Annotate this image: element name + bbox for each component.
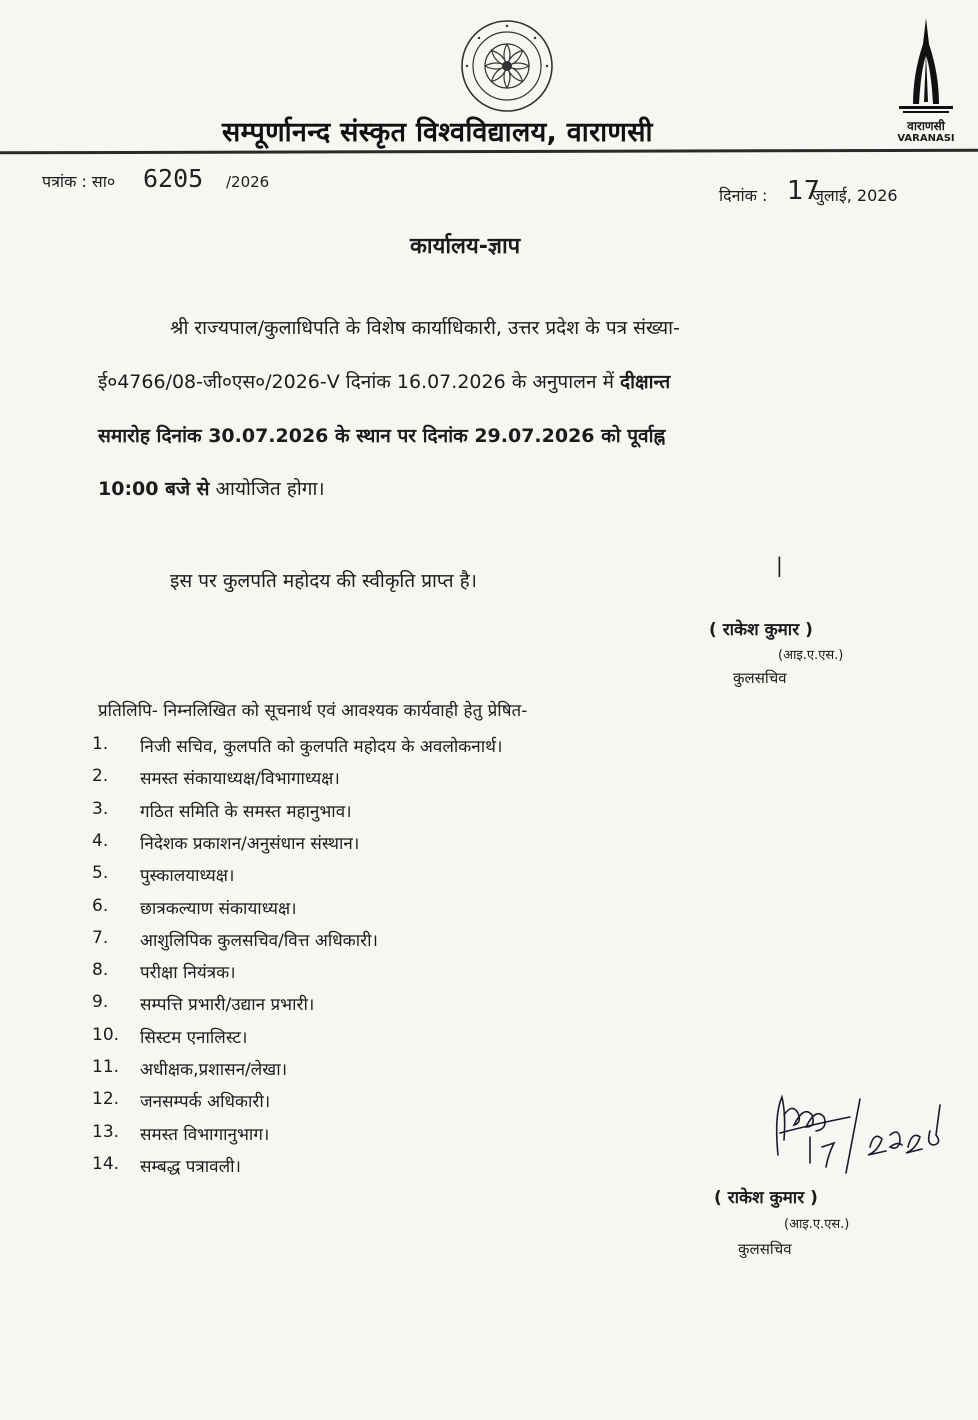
copy-to-item-text: गठित समिति के समस्त महानुभाव। bbox=[140, 802, 352, 822]
body-line-4 bbox=[98, 475, 325, 501]
copy-to-item-text: छात्रकल्याण संकायाध्यक्ष। bbox=[140, 899, 297, 919]
copy-to-item-text: जनसम्पर्क अधिकारी। bbox=[140, 1092, 271, 1112]
header-divider bbox=[0, 149, 978, 155]
copy-to-item-text: निदेशक प्रकाशन/अनुसंधान संस्थान। bbox=[140, 834, 360, 854]
copy-to-item-number: 12. bbox=[92, 1089, 120, 1109]
copy-to-item-text: परीक्षा नियंत्रक। bbox=[140, 963, 236, 983]
body-line-2-bold: दीक्षान्त bbox=[620, 371, 671, 393]
copy-to-item-text: निजी सचिव, कुलपति को कुलपति महोदय के अवलोकनार्थ। bbox=[140, 737, 503, 757]
copy-to-item-number: 14. bbox=[92, 1154, 120, 1174]
copy-to-item-number: 8. bbox=[92, 960, 109, 980]
copy-to-item-number: 10. bbox=[92, 1025, 120, 1045]
date-label: दिनांक : bbox=[719, 186, 768, 205]
city-logo-text-english: VARANASI bbox=[897, 133, 955, 144]
copy-to-item-text: आशुलिपिक कुलसचिव/वित्त अधिकारी। bbox=[140, 931, 378, 951]
university-name: सम्पूर्णानन्द संस्कृत विश्वविद्यालय, वाराणसी bbox=[222, 117, 653, 148]
date-day: 17 bbox=[787, 176, 821, 206]
signatory-top-service: (आइ.ए.एस.) bbox=[778, 648, 844, 663]
copy-to-item-text: सिस्टम एनालिस्ट। bbox=[140, 1028, 248, 1048]
body-line-4-plain: आयोजित होगा। bbox=[215, 478, 325, 500]
copy-to-item-number: 13. bbox=[92, 1122, 120, 1142]
copy-to-item-number: 2. bbox=[92, 766, 109, 786]
signatory-top-name: ( राकेश कुमार ) bbox=[709, 620, 813, 640]
copy-to-item-number: 1. bbox=[92, 734, 109, 754]
copy-to-item-text: समस्त संकायाध्यक्ष/विभागाध्यक्ष। bbox=[140, 769, 340, 789]
date-month-year: जुलाई, 2026 bbox=[812, 186, 898, 205]
copy-to-heading: प्रतिलिपि- निम्नलिखित को सूचनार्थ एवं आवश्यक कार्यवाही हेतु प्रेषित- bbox=[98, 701, 528, 721]
body-line-1: श्री राज्यपाल/कुलाधिपति के विशेष कार्याधिकारी, उत्तर प्रदेश के पत्र संख्या- bbox=[170, 317, 680, 339]
reference-year: /2026 bbox=[226, 173, 270, 191]
copy-to-item-text: सम्पत्ति प्रभारी/उद्यान प्रभारी। bbox=[140, 995, 315, 1015]
signatory-top-designation: कुलसचिव bbox=[733, 669, 787, 687]
signatory-bottom-designation: कुलसचिव bbox=[738, 1240, 792, 1258]
university-seal-icon bbox=[459, 18, 555, 114]
margin-mark: | bbox=[776, 553, 783, 577]
signatory-bottom-service: (आइ.ए.एस.) bbox=[784, 1217, 850, 1232]
copy-to-item-number: 6. bbox=[92, 896, 109, 916]
copy-to-item-text: सम्बद्ध पत्रावली। bbox=[140, 1157, 241, 1177]
body-line-4-bold: 10:00 बजे से bbox=[98, 478, 210, 500]
body-line-3: समारोह दिनांक 30.07.2026 के स्थान पर दिनांक 29.07.2026 को पूर्वाह्न bbox=[98, 425, 666, 447]
body-line-2 bbox=[98, 368, 670, 394]
copy-to-item-number: 4. bbox=[92, 831, 109, 851]
city-logo-text-hindi: वाराणसी bbox=[907, 119, 945, 133]
approval-statement: इस पर कुलपति महोदय की स्वीकृति प्राप्त है। bbox=[170, 570, 477, 592]
copy-to-item-text: पुस्कालयाध्यक्ष। bbox=[140, 866, 235, 886]
copy-to-item-number: 9. bbox=[92, 992, 109, 1012]
reference-number: 6205 bbox=[143, 164, 204, 193]
signatory-bottom-name: ( राकेश कुमार ) bbox=[714, 1188, 818, 1208]
copy-to-item-number: 7. bbox=[92, 928, 109, 948]
copy-to-item-number: 5. bbox=[92, 863, 109, 883]
copy-to-item-text: समस्त विभागानुभाग। bbox=[140, 1125, 270, 1145]
memo-title: कार्यालय-ज्ञाप bbox=[410, 234, 521, 259]
reference-label: पत्रांक : सा० bbox=[42, 172, 116, 191]
copy-to-item-text: अधीक्षक,प्रशासन/लेखा। bbox=[140, 1060, 288, 1080]
copy-to-item-number: 11. bbox=[92, 1057, 120, 1077]
handwritten-signature bbox=[770, 1085, 960, 1175]
copy-to-item-number: 3. bbox=[92, 799, 109, 819]
body-line-2-plain: ई०4766/08-जी०एस०/2026-V दिनांक 16.07.2026 के अनुपालन में bbox=[98, 371, 614, 393]
